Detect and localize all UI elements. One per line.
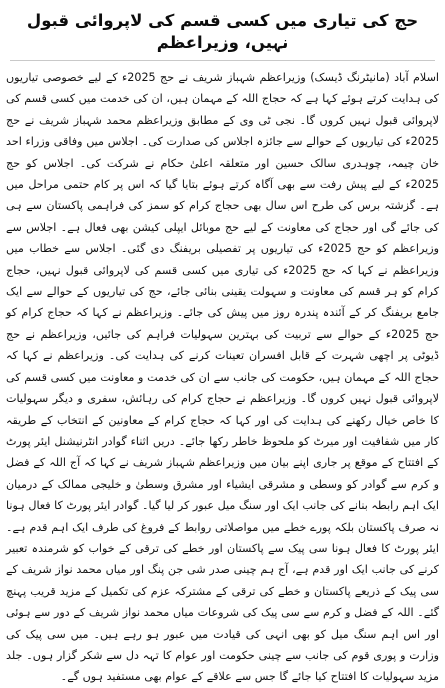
headline-divider — [10, 60, 435, 61]
article-body — [6, 67, 439, 688]
headline: حج کی تیاری میں کسی قسم کی لاپروائی قبول نہیں، وزیراعظم — [26, 11, 419, 52]
article-paragraph: اسلام آباد (مانیٹرنگ ڈیسک) وزیراعظم شہباز شریف نے حج 2025ء کے لیے خصوصی تیاریوں کی ہدایت کرتے ہوئے کہا ہے کہ حجاج اللہ کے مہمان ہیں، ان کی خدمت میں کسی قسم کی لاپروائی قبول نہیں کروں گا۔ نجی ٹی وی کے مطابق وزیراعظم محمد شہباز شریف نے حج 2025ء کی تیاریوں کے حوالے سے جائزہ اجلاس کی صدارت کی۔ اجلاس میں وفاقی وزراء احد خان چیمہ، چوہدری سالک حسین اور متعلقہ اعلیٰ حکام نے شرکت کی۔ اجلاس کو حج 2025ء کے لیے پیش رفت سے بھی آگاہ کرتے ہوئے بتایا گیا کہ اس پر کام حتمی مراحل میں ہے۔ گزشتہ برس کی طرح اس سال بھی حجاج کرام کو سمز کی فراہمی پاکستان سے ہی کی جائے گی اور حجاج کی معاونت کے لیے حج موبائل ایپلی کیشن بھی فعال ہے۔ اجلاس سے وزیراعظم کو حج 2025ء کی تیاریوں پر تفصیلی بریفنگ دی گئی۔ اجلاس سے خطاب میں وزیراعظم نے کہا کہ حج 2025ء کی تیاری میں کسی قسم کی لاپروائی قبول نہیں، حجاج کرام کو ہر قسم کی معاونت و سہولت یقینی بنائی جائے، حج کی تیاریوں کے حوالے سے ایک جامع بریفنگ کر کے آئندہ پندرہ روز میں پیش کی جائے۔ وزیراعظم نے کہا کہ حجاج کرام کو حج 2025ء کے حوالے سے تربیت کی بہترین سہولیات فراہم کی جائیں، وزیراعظم نے حج ڈیوٹی پر اچھی شہرت کے قابل افسران تعینات کرنے کی ہدایت کی۔ وزیراعظم نے کہا کہ حجاج اللہ کے مہمان ہیں، حکومت کی جانب سے ان کی خدمت و معاونت میں کسی قسم کی لاپروائی قبول نہیں کروں گا۔ وزیراعظم نے حجاج کرام کی رہائش، سفری و دیگر سہولیات کا خاص خیال رکھنے کی ہدایت کی اور کہا کہ حجاج کرام کے معاونین کے انتخاب کے طریقہ کار میں شفافیت اور میرٹ کو ملحوظ خاطر رکھا جائے۔ دریں اثناء گوادر انٹرنیشنل ایئر پورٹ کے افتتاح کے موقع پر جاری اپنے بیان میں وزیراعظم شہباز شریف نے کہا کہ آج اللہ کے فضل و کرم سے گوادر کو وسطی و مشرقی ایشیاء اور مشرق وسطیٰ و خلیجی ممالک کے درمیان ایک اہم رابطہ بنانے کی جانب ایک اور سنگ میل عبور کر لیا گیا۔ گوادر ایئر پورٹ کا فعال ہونا نہ صرف پاکستان بلکہ پورے خطے میں مواصلاتی روابط کے فروغ کی طرف ایک اہم قدم ہے۔ ایئر پورٹ کا فعال ہونا سی پیک سے پاکستان اور خطے کی ترقی کے خواب کو شرمندہ تعبیر کرنے کی جانب ایک اور قدم ہے، آج ہم چینی صدر شی جن پنگ اور میاں محمد نواز شریف کے سی پیک کے ذریعے پاکستان و خطے کی ترقی کے مشترکہ عزم کی تکمیل کے مزید قریب پہنچ گئے۔ اللہ کے فضل و کرم سے سی پیک کی شروعات میاں محمد نواز شریف کے دور سے ہوئی اور اس اہم سنگ میل کو بھی انہی کی قیادت میں عبور ہو رہے ہیں۔ میں سی پیک کی وزارت و پوری قوم کی جانب سے چینی حکومت اور عوام کا تہہ دل سے شکر گزار ہوں۔ جلد مزید سہولیات کا افتتاح کیا جائے گا جس سے علاقے کے عوام بھی مستفید ہوں گے۔ — [6, 71, 440, 684]
